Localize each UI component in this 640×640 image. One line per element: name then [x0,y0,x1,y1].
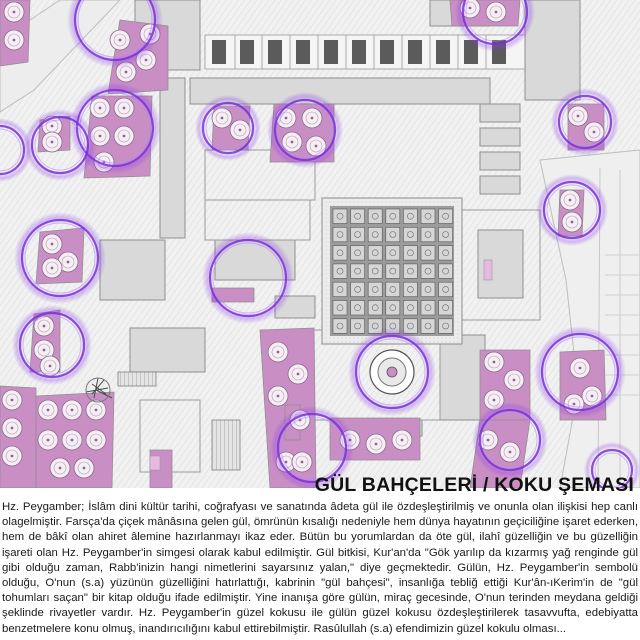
courtyard-tile [351,209,365,224]
courtyard-tile [351,282,365,297]
courtyard-tile [421,301,435,316]
tree-icon [484,352,504,372]
courtyard-tile [403,246,417,261]
courtyard-tile [403,209,417,224]
courtyard-tile [403,264,417,279]
courtyard-tile [368,301,382,316]
courtyard-tile [333,301,347,316]
courtyard-tile [368,246,382,261]
scent-radius-ring [267,92,343,168]
scent-radius-ring [472,402,548,478]
courtyard-tile [368,282,382,297]
courtyard-tile [351,227,365,242]
courtyard-tile [403,227,417,242]
courtyard-tile [333,264,347,279]
tree-icon [2,446,22,466]
scent-radius-ring [551,88,619,156]
scent-radius-ring [195,95,261,161]
tree-icon [62,400,82,420]
tree-icon [38,400,58,420]
courtyard-tile [368,209,382,224]
courtyard-tile [351,301,365,316]
courtyard-tile [439,319,453,334]
courtyard-tile [421,209,435,224]
tree-icon [288,364,308,384]
tree-icon [62,430,82,450]
tree-icon [38,430,58,450]
courtyard-tile [333,282,347,297]
tree-icon [4,30,24,50]
courtyard-tile [421,246,435,261]
courtyard-tile [421,264,435,279]
tree-icon [392,430,412,450]
scent-radius-ring [14,212,106,304]
description-paragraph: Hz. Peygamber; İslâm dini kültür tarihi, coğrafyası ve sanatında âdeta gül ile özdeşleştirilmiş ve onunla olan ilişkisi hep canlı olagelmiştir. Farsça'da çiçek mânâsına gelen gül, ömrünün kısalığı nedeniyle hem dünya hayatının geçiciliğine işaret ederken, hem de bâkî olan ahiret âlemine hazırlanmayı ikaz eder. Bütün bu yorumlardan da öte gül, ilahî güzelliğin ve bu güzelliğin işareti olan Hz. Peygamber'in simgesi olarak kabul edilmiştir. Gül bitkisi, Kur'an'da "Gök yarılıp da kızarmış yağ renginde gül gibi olduğu zaman, Rabb'inizin hangi nimetlerini sayarsınız yalan," diye geçmektedir. Gülün, Hz. Peygamber'in sembolü olduğu, O'nun (s.a) yüzünün güzelliğini hatırlattığı, kabrinin "gül bahçesi", insanlığa tebliğ ettiği Kur'ân-ıKerim'in de "gül tohumları saçan" bir kitap olduğu ifade edilmiştir. Yine inanışa göre gülün, miraç gecesinde, O'nun terinden meydana geldiği şeklinde rivayetler vardır. Hz. Peygamber'in güzel kokusu ile gülün güzel kokusu özdeşleştirilerek tasavvufta, edebiyatta benzetmelere konu olmuş, inandırıcılığını kabul ettirebilmiştir. Rasûlullah (s.a) efendimizin güzel kokulu olması... [2,501,638,635]
courtyard-tile [333,227,347,242]
courtyard-tile [351,264,365,279]
courtyard-tile [439,282,453,297]
tree-icon [366,434,386,454]
scent-radius-ring [348,328,436,416]
courtyard-tile [421,227,435,242]
courtyard-tile [386,209,400,224]
courtyard-tile [386,246,400,261]
courtyard-tile [439,209,453,224]
courtyard-tile [403,301,417,316]
scent-radius-ring [12,305,92,385]
courtyard-tile [386,227,400,242]
courtyard-tile [421,282,435,297]
courtyard-tile [351,246,365,261]
scent-radius-ring [534,326,626,418]
courtyard-tile [386,282,400,297]
courtyard-tile [333,319,347,334]
tree-icon [86,430,106,450]
courtyard-tile-grid [333,209,453,333]
courtyard-tile [351,319,365,334]
courtyard-tile [386,264,400,279]
tree-icon [504,370,524,390]
courtyard-tile [386,301,400,316]
courtyard-tile [368,227,382,242]
tree-icon [268,386,288,406]
tree-icon [2,418,22,438]
courtyard-tile [333,246,347,261]
scent-radius-ring [202,232,294,324]
tree-icon [4,2,24,22]
tree-icon [74,458,94,478]
courtyard-tile [368,264,382,279]
courtyard-tile [439,227,453,242]
courtyard-tile [421,319,435,334]
scent-radius-ring [24,109,96,181]
tree-icon [268,342,288,362]
courtyard-tile [403,282,417,297]
courtyard-tile [439,264,453,279]
tree-icon [86,400,106,420]
diagram-title: GÜL BAHÇELERİ / KOKU ŞEMASI [314,474,634,496]
courtyard-tile [333,209,347,224]
tree-icon [2,390,22,410]
tree-icon [50,458,70,478]
courtyard-tile [439,246,453,261]
scent-radius-ring [536,174,608,246]
courtyard-tile [439,301,453,316]
